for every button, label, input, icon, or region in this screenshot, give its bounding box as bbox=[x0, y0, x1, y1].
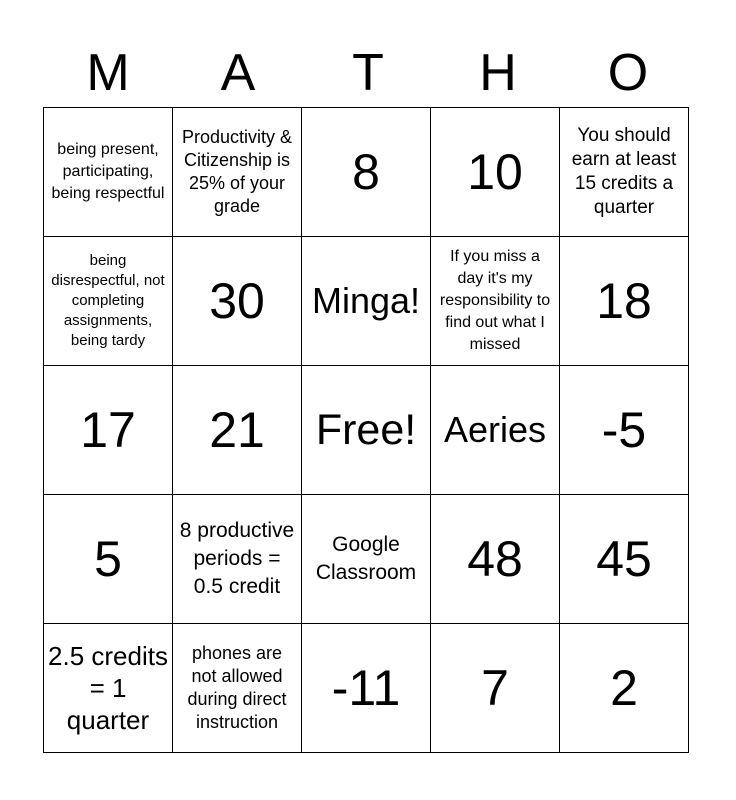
bingo-cell bbox=[44, 108, 173, 237]
bingo-cell bbox=[173, 366, 302, 495]
cell-text: Google Classroom bbox=[315, 533, 417, 584]
bingo-cell bbox=[431, 495, 560, 624]
cell-text: Productivity & Citizenship is 25% of your grade bbox=[181, 127, 293, 216]
bingo-cell bbox=[560, 366, 689, 495]
cell-text: 48 bbox=[467, 531, 523, 587]
bingo-cell bbox=[173, 108, 302, 237]
bingo-cell bbox=[44, 366, 173, 495]
cell-text: 45 bbox=[596, 531, 652, 587]
header-letter-a: A bbox=[220, 44, 256, 102]
cell-text: 2.5 credits = 1 quarter bbox=[48, 641, 168, 735]
cell-text: 2 bbox=[610, 660, 638, 716]
bingo-grid bbox=[43, 107, 689, 753]
cell-text: 18 bbox=[596, 273, 652, 329]
cell-text: 10 bbox=[467, 144, 523, 200]
cell-text: 8 bbox=[352, 144, 380, 200]
bingo-cell bbox=[173, 237, 302, 366]
cell-text: 30 bbox=[209, 273, 265, 329]
bingo-cell bbox=[431, 624, 560, 753]
bingo-cell bbox=[431, 366, 560, 495]
bingo-cell bbox=[302, 624, 431, 753]
bingo-cell bbox=[560, 624, 689, 753]
bingo-cell bbox=[44, 495, 173, 624]
cell-text: -11 bbox=[331, 660, 401, 716]
cell-text: being disrespectful, not completing assignments, being tardy bbox=[51, 252, 165, 349]
cell-text: Free! bbox=[315, 406, 417, 454]
cell-text: 5 bbox=[94, 531, 122, 587]
bingo-cell bbox=[560, 495, 689, 624]
bingo-cell bbox=[173, 624, 302, 753]
cell-text: 17 bbox=[80, 402, 136, 458]
bingo-cell bbox=[560, 108, 689, 237]
bingo-cell-free bbox=[302, 366, 431, 495]
bingo-header bbox=[43, 40, 693, 106]
bingo-cell bbox=[44, 237, 173, 366]
cell-text: Aeries bbox=[443, 409, 547, 450]
bingo-cell bbox=[302, 237, 431, 366]
bingo-cell bbox=[302, 495, 431, 624]
header-letter-h: H bbox=[479, 44, 517, 102]
bingo-cell bbox=[173, 495, 302, 624]
cell-text: being present, participating, being respectful bbox=[51, 141, 165, 202]
cell-text: If you miss a day it's my responsibility to find out what I missed bbox=[439, 248, 551, 353]
cell-text: You should earn at least 15 credits a quarter bbox=[571, 125, 677, 218]
cell-text: phones are not allowed during direct instruction bbox=[187, 643, 287, 732]
cell-text: -5 bbox=[601, 402, 647, 458]
cell-text: 7 bbox=[481, 660, 509, 716]
bingo-cell bbox=[431, 108, 560, 237]
bingo-cell bbox=[302, 108, 431, 237]
bingo-cell bbox=[560, 237, 689, 366]
bingo-cell bbox=[44, 624, 173, 753]
header-letter-t: T bbox=[352, 44, 384, 102]
cell-text: Minga! bbox=[311, 280, 421, 321]
cell-text: 21 bbox=[209, 402, 265, 458]
header-letter-m: M bbox=[86, 44, 130, 102]
header-letter-o: O bbox=[607, 44, 649, 102]
cell-text: 8 productive periods = 0.5 credit bbox=[179, 519, 295, 598]
bingo-cell bbox=[431, 237, 560, 366]
